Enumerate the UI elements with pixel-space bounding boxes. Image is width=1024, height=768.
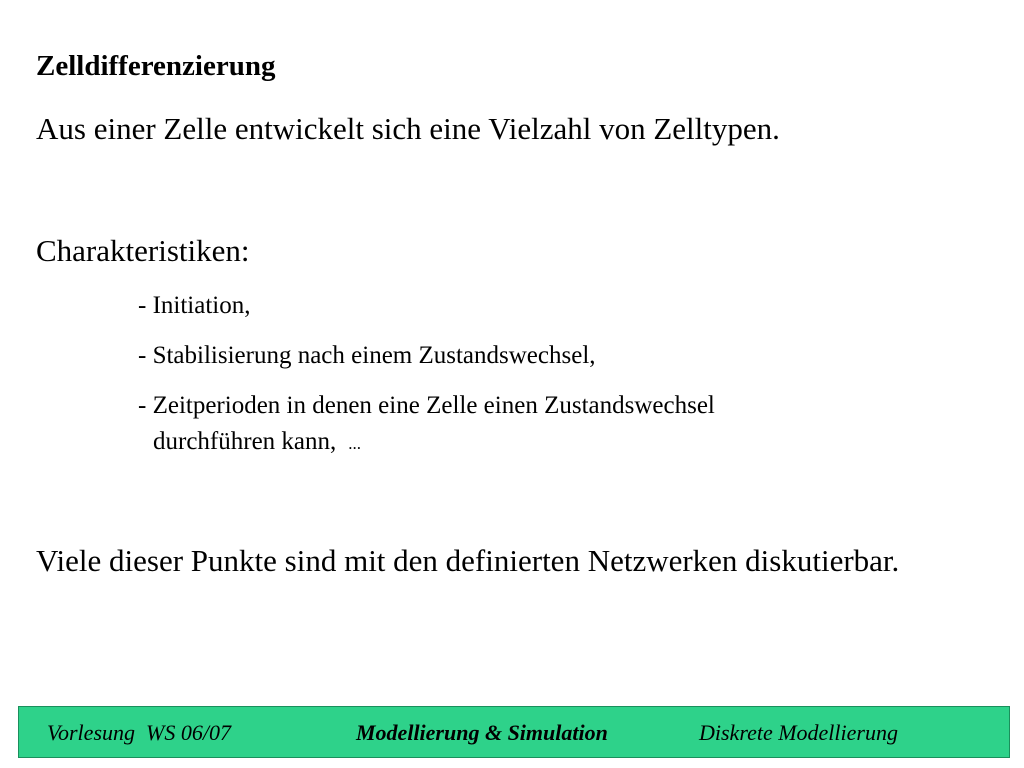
footer-bar [18,706,1010,758]
continuation-text: durchführen kann, [153,428,337,455]
characteristics-heading: Charakteristiken: [36,233,250,268]
slide-title: Zelldifferenzierung [36,50,276,82]
footer-lecture: Vorlesung WS 06/07 [47,720,231,745]
ellipsis: ... [348,434,362,453]
list-item: - Initiation, [138,292,251,319]
list-item-continuation [138,424,715,462]
footer-course: Modellierung & Simulation [356,720,608,745]
list-item: - Zeitperioden in denen eine Zelle einen Zustandswechsel [138,392,715,419]
list-item: - Stabilisierung nach einem Zustandswechsel, [138,342,596,369]
intro-text: Aus einer Zelle entwickelt sich eine Vielzahl von Zelltypen. [36,111,780,146]
footer-topic: Diskrete Modellierung [699,720,898,745]
conclusion-text: Viele dieser Punkte sind mit den definierten Netzwerken diskutierbar. [36,543,900,578]
characteristics-list [138,288,715,476]
